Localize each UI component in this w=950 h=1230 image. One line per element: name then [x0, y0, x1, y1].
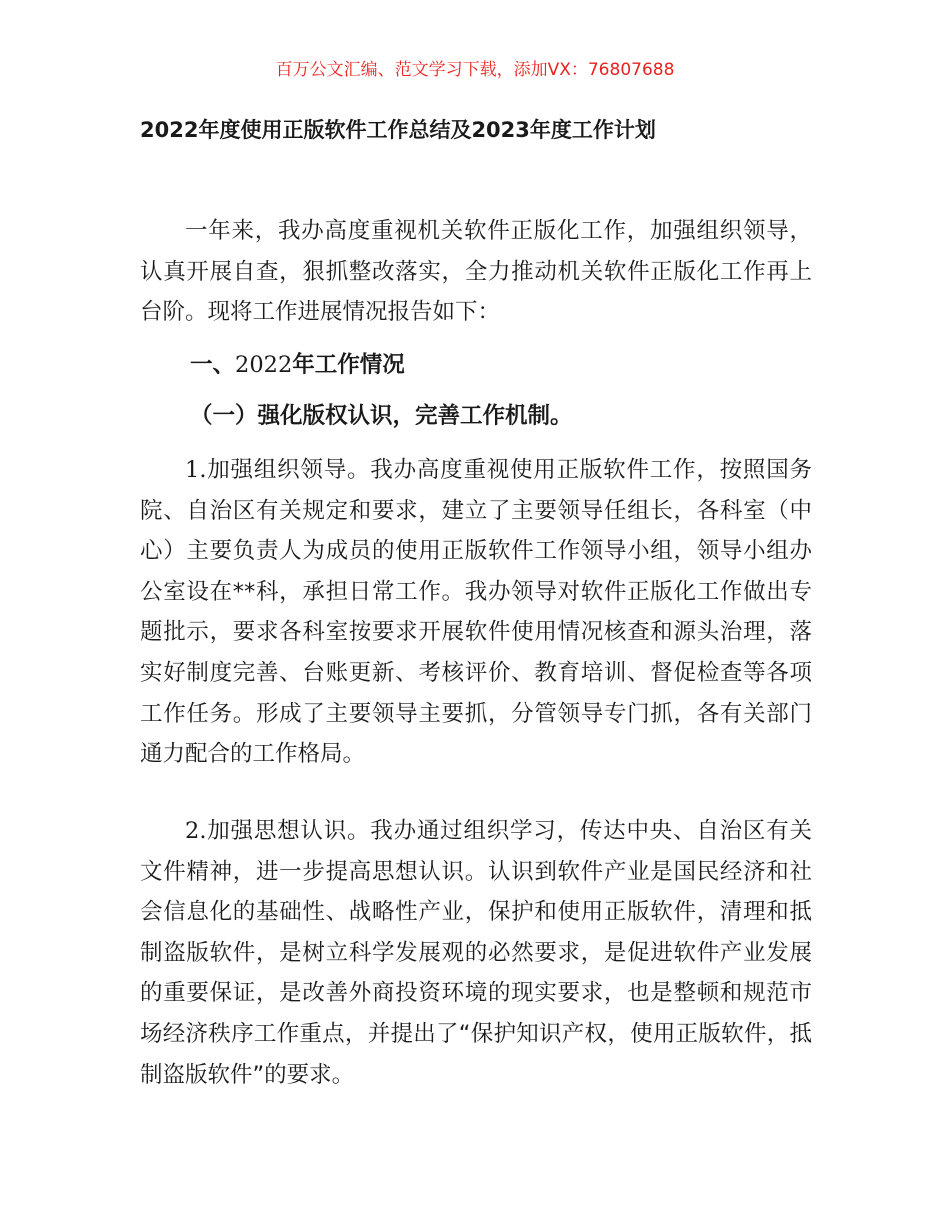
item-2-paragraph: [140, 811, 812, 1095]
item-1-number: 1.: [185, 457, 207, 483]
intro-text: 一年来，我办高度重视机关软件正版化工作，加强组织领导，认真开展自查，狠抓整改落实，全力推动机关软件正版化工作再上台阶。现将工作进展情况报告如下：: [140, 218, 812, 326]
section-heading-suffix: 年工作情况: [292, 352, 405, 378]
item-2-text: 加强思想认识。我办通过组织学习，传达中央、自治区有关文件精神，进一步提高思想认识。认识到软件产业是国民经济和社会信息化的基础性、战略性产业，保护和使用正版软件，清理和抵制盗版软件，是树立科学发展观的必然要求，是促进软件产业发展的重要保证，是改善外商投资环境的现实要求，也是整顿和规范市场经济秩序工作重点，并提出了“保护知识产权，使用正版软件，抵制盗版软件”的要求。: [140, 818, 812, 1088]
section-heading-prefix: 一、: [190, 352, 236, 378]
intro-paragraph: [140, 211, 812, 333]
section-heading-year: 2022: [235, 352, 293, 378]
item-1-paragraph: [140, 450, 812, 775]
subsection-heading-1: （一）强化版权认识，完善工作机制。: [190, 403, 573, 429]
section-heading-1: [190, 345, 405, 385]
item-2-number: 2.: [185, 818, 207, 844]
watermark-banner: 百万公文汇编、范文学习下载，添加VX：76807688: [275, 60, 675, 80]
item-1-text: 加强组织领导。我办高度重视使用正版软件工作，按照国务院、自治区有关规定和要求，建立了主要领导任组长，各科室（中心）主要负责人为成员的使用正版软件工作领导小组，领导小组办公室设在**科，承担日常工作。我办领导对软件正版化工作做出专题批示，要求各科室按要求开展软件使用情况核查和源头治理，落实好制度完善、台账更新、考核评价、教育培训、督促检查等各项工作任务。形成了主要领导主要抓，分管领导专门抓，各有关部门通力配合的工作格局。: [140, 457, 812, 768]
document-title: 2022年度使用正版软件工作总结及2023年度工作计划: [140, 118, 656, 142]
